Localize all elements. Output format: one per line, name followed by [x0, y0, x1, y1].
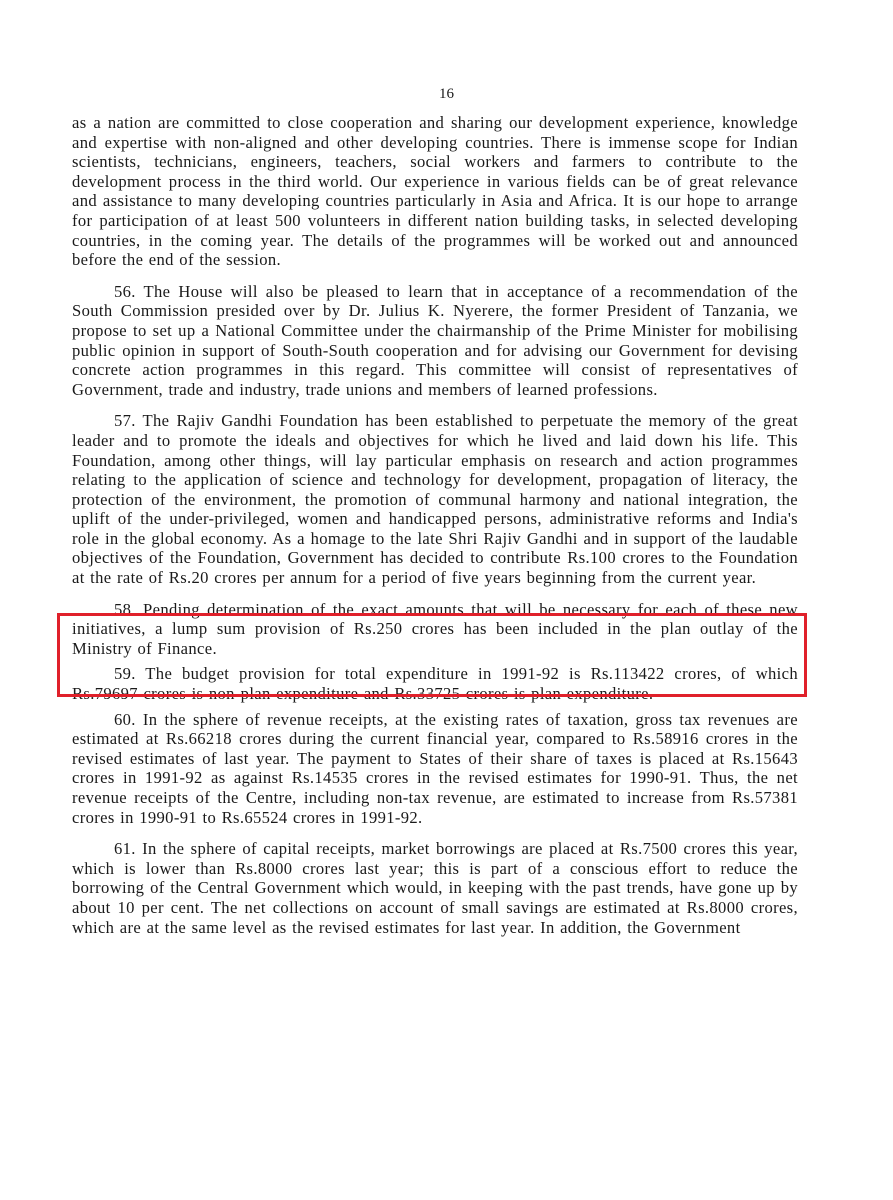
paragraph-continued: as a nation are committed to close cooperation and sharing our development experience, knowledge and expertise with non-aligned and other developing countries. There is immense scope for Indian scientists, technicians, engineers, teachers, social workers and farmers to contribute to the development process in the third world. Our experience in various fields can be of great relevance and assistance to many developing countries particularly in Asia and Africa. It is our hope to arrange for participation of at least 500 volunteers in different nation building tasks, in selected developing countries, in the coming year. The details of the programmes will be worked out and announced before the end of the session. — [72, 113, 798, 270]
page-number: 16 — [439, 86, 454, 102]
paragraph-59: 59. The budget provision for total expenditure in 1991-92 is Rs.113422 crores, of which Rs.79697 crores is non-plan expenditure and Rs.33725 crores is plan expenditure. — [72, 664, 798, 704]
paragraph-57: 57. The Rajiv Gandhi Foundation has been established to perpetuate the memory of the great leader and to promote the ideals and objectives for which he lived and laid down his life. This Foundation, among other things, will lay particular emphasis on research and action programmes relating to the application of science and technology for development, propagation of literacy, the protection of the environment, the promotion of communal harmony and national integration, the uplift of the under-privileged, women and handicapped persons, administrative reforms and India's role in the global economy. As a homage to the late Shri Rajiv Gandhi and in support of the laudable objectives of the Foundation, Government has decided to contribute Rs.100 crores to the Foundation at the rate of Rs.20 crores per annum for a period of five years beginning from the current year. — [72, 411, 798, 588]
paragraph-60: 60. In the sphere of revenue receipts, at the existing rates of taxation, gross tax revenues are estimated at Rs.66218 crores during the current financial year, compared to Rs.58916 crores in the revised estimates of last year. The payment to States of their share of taxes is placed at Rs.15643 crores in 1991-92 as against Rs.14535 crores in the revised estimates for 1990-91. Thus, the net revenue receipts of the Centre, including non-tax revenue, are estimated to increase from Rs.57381 crores in 1990-91 to Rs.65524 crores in 1991-92. — [72, 709, 798, 827]
paragraph-61: 61. In the sphere of capital receipts, market borrowings are placed at Rs.7500 crores this year, which is lower than Rs.8000 crores last year; this is part of a conscious effort to reduce the borrowing of the Central Government which would, in keeping with the past trends, have gone up by about 10 per cent. The net collections on account of small savings are estimated at Rs.8000 crores, which are at the same level as the revised estimates for last year. In addition, the Government — [72, 839, 798, 937]
paragraph-58: 58. Pending determination of the exact amounts that will be necessary for each of these new initiatives, a lump sum provision of Rs.250 crores has been included in the plan outlay of the Ministry of Finance. — [72, 599, 798, 658]
document-body — [72, 113, 798, 937]
paragraph-56: 56. The House will also be pleased to learn that in acceptance of a recommendation of the South Commission presided over by Dr. Julius K. Nyerere, the former President of Tanzania, we propose to set up a National Committee under the chairmanship of the Prime Minister for mobilising public opinion in support of South-South cooperation and for advising our Government for devising concrete action programmes in this regard. This committee will consist of representatives of Government, trade and industry, trade unions and members of learned professions. — [72, 281, 798, 399]
